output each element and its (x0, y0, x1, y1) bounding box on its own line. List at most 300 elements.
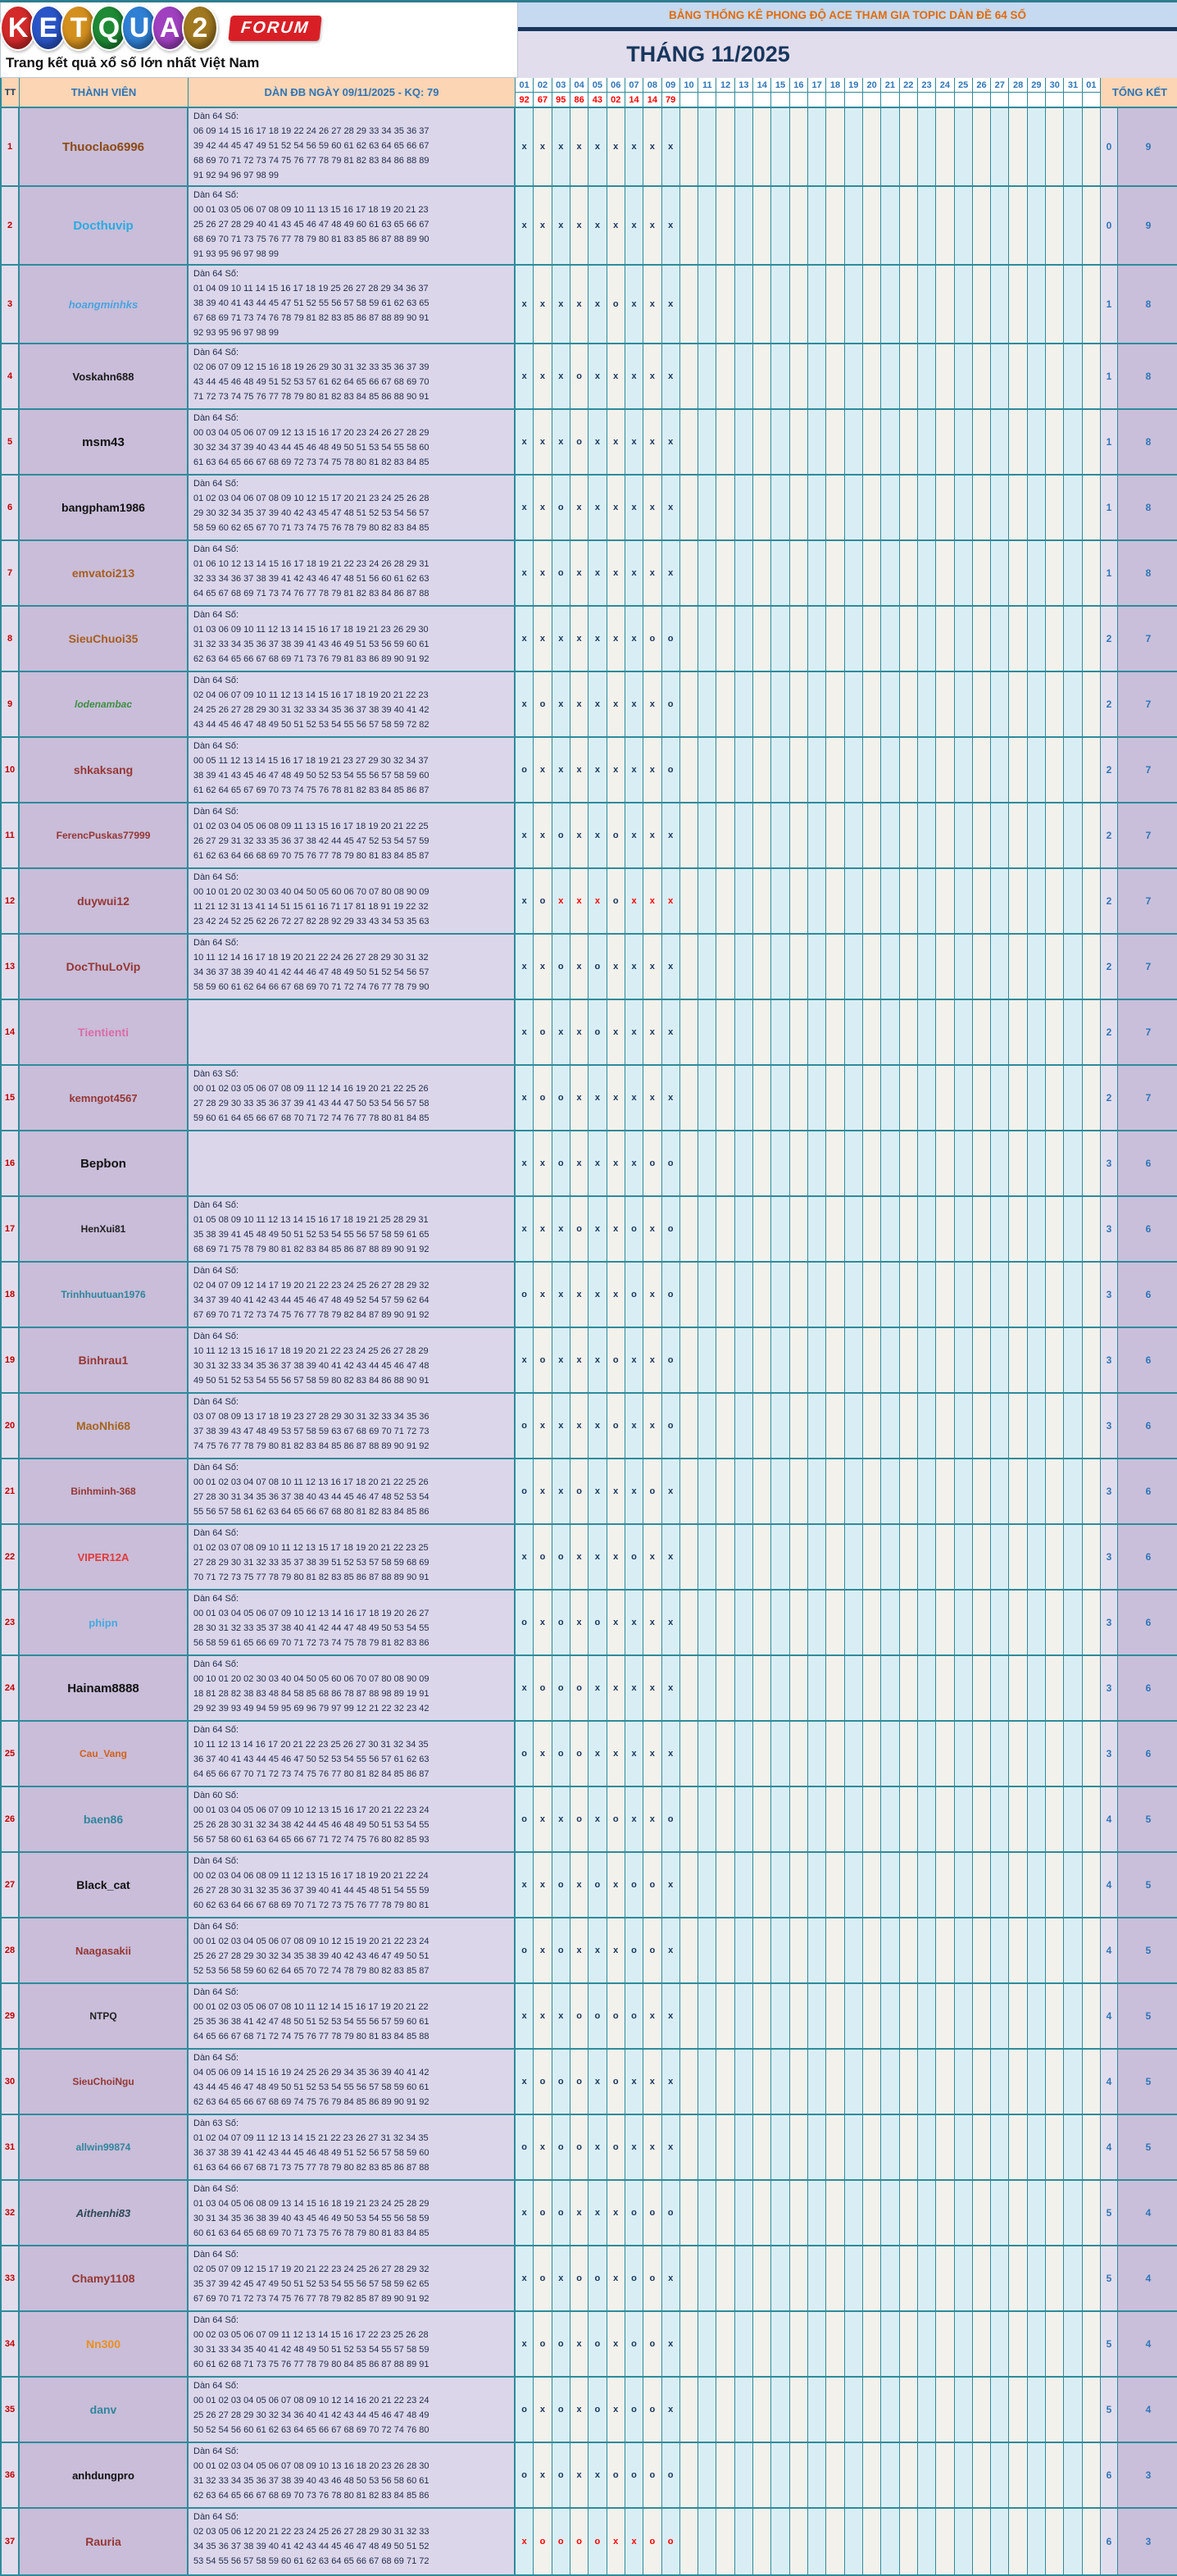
day-cell (826, 2115, 844, 2179)
day-mark: o (643, 2378, 661, 2442)
member-name[interactable]: DocThuLoVip (20, 935, 189, 999)
day-cell (900, 803, 918, 867)
day-cell (918, 108, 936, 185)
day-cell (753, 1131, 771, 1195)
day-cell (973, 1131, 991, 1195)
dan-line: 37 38 39 43 47 48 49 53 57 58 59 63 67 68 69 70 71 72 73 (193, 1427, 429, 1436)
day-mark: o (534, 2181, 552, 2245)
dan-label: Dàn 64 Số: (193, 2053, 239, 2063)
day-header: 29 (1028, 78, 1046, 93)
day-mark: x (607, 410, 625, 474)
day-cell (918, 1984, 936, 2048)
day-cell (900, 2378, 918, 2442)
site-logo[interactable] (0, 2, 518, 78)
day-cell (826, 2050, 844, 2114)
day-cell (900, 476, 918, 539)
member-name[interactable]: NTPQ (20, 1984, 189, 2048)
day-cell (698, 2509, 716, 2574)
day-cell (991, 803, 1009, 867)
day-cell (881, 738, 899, 802)
day-cell (991, 1066, 1009, 1130)
day-cell (955, 1000, 973, 1064)
day-cell (918, 1591, 936, 1654)
day-cell (1028, 2115, 1046, 2179)
day-cell (808, 1394, 826, 1458)
day-cell (1064, 266, 1082, 343)
table-row (2, 344, 1177, 410)
member-name[interactable]: MaoNhi68 (20, 1394, 189, 1458)
member-name[interactable]: shkaksang (20, 738, 189, 802)
dan-numbers (189, 2443, 516, 2507)
day-cell (918, 672, 936, 736)
dan-line: 62 63 64 65 66 67 68 69 74 75 76 79 84 85 86 89 90 91 92 (193, 2097, 429, 2107)
day-mark: o (570, 2115, 588, 2179)
day-cell (808, 187, 826, 264)
rows-container (2, 108, 1175, 2574)
total-miss: 1 (1101, 476, 1118, 539)
member-name[interactable]: Binhminh-368 (20, 1459, 189, 1523)
day-mark: o (625, 2378, 643, 2442)
member-name[interactable]: phipn (20, 1591, 189, 1654)
dan-line: 29 30 32 34 35 37 39 40 42 43 45 47 48 51 52 53 54 56 57 (193, 508, 429, 518)
day-cell (973, 1656, 991, 1720)
day-cell (936, 1197, 954, 1261)
dan-line: 00 01 02 03 04 05 06 07 08 09 10 12 14 16 20 21 22 23 24 (193, 2396, 429, 2405)
day-cell (955, 1525, 973, 1589)
day-cell (955, 1853, 973, 1917)
member-name[interactable]: kemngot4567 (20, 1066, 189, 1130)
day-mark: o (516, 1263, 534, 1327)
day-cell (918, 1263, 936, 1327)
day-cell (1083, 2050, 1101, 2114)
day-header: 01 (516, 78, 534, 93)
day-mark: x (516, 1197, 534, 1261)
day-cell (826, 2509, 844, 2574)
member-name[interactable]: Tientienti (20, 1000, 189, 1064)
member-name[interactable]: emvatoi213 (20, 541, 189, 605)
day-cell (1064, 1591, 1082, 1654)
member-name[interactable]: VIPER12A (20, 1525, 189, 1589)
day-cell (881, 1918, 899, 1982)
member-name[interactable]: allwin99874 (20, 2115, 189, 2179)
day-cell (973, 1000, 991, 1064)
day-cell (991, 476, 1009, 539)
day-cell (1028, 2312, 1046, 2376)
day-mark: x (516, 869, 534, 933)
day-cell (900, 1722, 918, 1786)
day-mark: x (625, 1591, 643, 1654)
day-cell (881, 1066, 899, 1130)
logo-letter: K (0, 5, 36, 51)
day-cell (680, 1066, 698, 1130)
day-cell (973, 2050, 991, 2114)
day-cell (680, 2509, 698, 2574)
day-cell (698, 1984, 716, 2048)
day-cell (1046, 410, 1064, 474)
day-cell (698, 803, 716, 867)
dan-line: 92 93 95 96 97 98 99 (193, 328, 279, 338)
day-mark: o (643, 2509, 661, 2574)
day-cell (826, 869, 844, 933)
day-cell (790, 2378, 808, 2442)
day-cell (1028, 2378, 1046, 2442)
table-row (2, 803, 1177, 869)
day-cell (1028, 2509, 1046, 2574)
day-cell (1009, 672, 1027, 736)
day-cell (973, 1591, 991, 1654)
kq-result: 02 (607, 93, 625, 107)
day-cell (1083, 1197, 1101, 1261)
day-cell (771, 607, 789, 671)
table-row (2, 1131, 1177, 1197)
dan-line: 27 28 29 30 31 32 33 35 37 38 39 51 52 53 57 58 59 68 69 (193, 1558, 429, 1568)
row-index: 7 (2, 541, 20, 605)
day-cell (826, 2181, 844, 2245)
day-cell (680, 1394, 698, 1458)
member-name[interactable]: Black_cat (20, 1853, 189, 1917)
day-cell (753, 1263, 771, 1327)
day-mark: o (534, 672, 552, 736)
day-cell (1083, 1722, 1101, 1786)
day-cell (973, 607, 991, 671)
day-cell (790, 1000, 808, 1064)
day-cell (753, 1525, 771, 1589)
day-cell (753, 2115, 771, 2179)
day-cell (698, 2246, 716, 2310)
day-cell (1028, 1263, 1046, 1327)
day-cell (881, 1722, 899, 1786)
day-cell (716, 1853, 734, 1917)
day-cell (973, 108, 991, 185)
member-name[interactable]: lodenambac (20, 672, 189, 736)
total-miss: 6 (1101, 2443, 1118, 2507)
day-cell (918, 2378, 936, 2442)
member-name[interactable]: Thuoclao6996 (20, 108, 189, 185)
day-mark: x (662, 541, 680, 605)
day-mark: x (662, 1656, 680, 1720)
day-cell (900, 607, 918, 671)
day-mark: x (625, 1394, 643, 1458)
day-cell (863, 672, 881, 736)
day-mark: x (534, 1918, 552, 1982)
day-cell (735, 738, 753, 802)
day-mark: x (552, 1459, 570, 1523)
member-name[interactable]: SieuChuoi35 (20, 607, 189, 671)
day-cell (900, 2246, 918, 2310)
day-mark: o (552, 1525, 570, 1589)
day-cell (826, 1984, 844, 2048)
row-index: 10 (2, 738, 20, 802)
day-header: 05 (588, 78, 607, 93)
member-name[interactable]: Cau_Vang (20, 1722, 189, 1786)
day-mark: x (552, 108, 570, 185)
day-cell (991, 1853, 1009, 1917)
day-mark: o (643, 2181, 661, 2245)
day-mark: x (643, 1000, 661, 1064)
day-mark: x (534, 1459, 552, 1523)
day-mark: x (643, 2050, 661, 2114)
day-mark: o (516, 1459, 534, 1523)
day-cell (680, 2246, 698, 2310)
day-mark: o (534, 1525, 552, 1589)
dan-line: 64 65 67 68 69 71 73 74 76 77 78 79 81 82 83 84 86 87 88 (193, 589, 429, 598)
dan-line: 30 31 33 34 35 40 41 42 48 49 50 51 52 53 54 55 57 58 59 (193, 2345, 429, 2355)
day-cell (918, 2050, 936, 2114)
dan-label: Dàn 64 Số: (193, 1528, 239, 1538)
day-cell (716, 672, 734, 736)
dan-label: Dàn 64 Số: (193, 2315, 239, 2325)
day-mark: x (588, 869, 607, 933)
day-cell (680, 2378, 698, 2442)
day-cell (1009, 935, 1027, 999)
day-cell (771, 1000, 789, 1064)
member-name[interactable]: Aithenhi83 (20, 2181, 189, 2245)
day-cell (991, 1984, 1009, 2048)
member-name[interactable]: Nn300 (20, 2312, 189, 2376)
day-mark: o (516, 1787, 534, 1851)
table-row (2, 1000, 1177, 1066)
day-cell (698, 2050, 716, 2114)
day-cell (973, 266, 991, 343)
day-cell (1083, 1328, 1101, 1392)
dan-line: 01 03 06 09 10 11 12 13 14 15 16 17 18 19 21 23 26 29 30 (193, 625, 429, 635)
day-cell (1064, 1722, 1082, 1786)
day-cell (900, 1787, 918, 1851)
day-cell (845, 2115, 863, 2179)
day-mark: o (570, 2246, 588, 2310)
total-hit: 7 (1118, 803, 1177, 867)
day-cell (955, 1394, 973, 1458)
day-cell (680, 935, 698, 999)
day-cell (881, 1787, 899, 1851)
day-cell (936, 1459, 954, 1523)
day-mark: o (588, 2509, 607, 2574)
member-name[interactable]: Hainam8888 (20, 1656, 189, 1720)
total-hit: 7 (1118, 869, 1177, 933)
table-row (2, 2378, 1177, 2443)
member-name[interactable]: Trinhhuutuan1976 (20, 1263, 189, 1327)
day-cell (1009, 1066, 1027, 1130)
member-name[interactable]: SieuChoiNgu (20, 2050, 189, 2114)
day-cell (826, 1525, 844, 1589)
day-cell (1083, 1131, 1101, 1195)
day-cell (808, 1328, 826, 1392)
day-mark: x (662, 2050, 680, 2114)
day-cell (973, 541, 991, 605)
day-cell (845, 1918, 863, 1982)
day-cell (680, 1853, 698, 1917)
day-cell (753, 2312, 771, 2376)
day-cell (808, 1459, 826, 1523)
day-cell (826, 738, 844, 802)
dan-line: 64 65 66 67 70 71 72 73 74 75 76 77 80 81 82 84 85 86 87 (193, 1769, 429, 1779)
day-cell (955, 1328, 973, 1392)
dan-line: 39 42 44 45 47 49 51 52 54 56 59 60 61 62 63 64 65 66 67 (193, 141, 429, 151)
day-cell (735, 869, 753, 933)
day-mark: o (534, 1328, 552, 1392)
day-mark: x (516, 266, 534, 343)
member-name[interactable]: anhdungpro (20, 2443, 189, 2507)
day-mark: o (588, 2378, 607, 2442)
day-cell (1009, 1591, 1027, 1654)
day-mark: x (662, 1853, 680, 1917)
day-cell (716, 2246, 734, 2310)
day-mark: o (552, 2509, 570, 2574)
day-mark: x (588, 1525, 607, 1589)
member-name[interactable]: Docthuvip (20, 187, 189, 264)
table-row (2, 2509, 1177, 2574)
member-name[interactable]: Bepbon (20, 1131, 189, 1195)
dan-line: 00 05 11 12 13 14 15 16 17 18 19 21 23 27 29 30 32 34 37 (193, 756, 429, 766)
dan-label: Dàn 64 Số: (193, 2512, 239, 2522)
member-name[interactable]: bangpham1986 (20, 476, 189, 539)
day-cell (680, 108, 698, 185)
day-cell (881, 2246, 899, 2310)
dan-line: 00 01 03 04 05 06 07 09 10 12 13 14 16 17 18 19 20 26 27 (193, 1609, 429, 1618)
day-cell (716, 2312, 734, 2376)
day-mark: x (516, 935, 534, 999)
day-mark: x (516, 2246, 534, 2310)
day-cell (716, 2509, 734, 2574)
total-miss: 2 (1101, 672, 1118, 736)
day-cell (991, 2509, 1009, 2574)
day-mark: x (588, 187, 607, 264)
day-cell (1028, 1066, 1046, 1130)
day-cell (973, 2509, 991, 2574)
member-name[interactable]: Binhrau1 (20, 1328, 189, 1392)
day-cell (863, 1328, 881, 1392)
dan-line: 01 02 04 07 09 11 12 13 14 15 21 22 23 26 27 31 32 34 35 (193, 2133, 429, 2143)
member-name[interactable]: duywui12 (20, 869, 189, 933)
day-cell (735, 1394, 753, 1458)
member-name[interactable]: baen86 (20, 1787, 189, 1851)
dan-line: 00 01 03 04 05 06 07 09 10 12 13 15 16 17 20 21 22 23 24 (193, 1805, 429, 1815)
member-name[interactable]: danv (20, 2378, 189, 2442)
day-mark: o (643, 1918, 661, 1982)
day-cell (863, 2115, 881, 2179)
day-cell (936, 672, 954, 736)
day-cell (1028, 1459, 1046, 1523)
day-cell (918, 1918, 936, 1982)
day-cell (1083, 1787, 1101, 1851)
day-cell (771, 2246, 789, 2310)
total-hit: 9 (1118, 187, 1177, 264)
day-cell (1083, 2509, 1101, 2574)
day-cell (845, 541, 863, 605)
day-mark: x (534, 1197, 552, 1261)
member-name[interactable]: Naagasakii (20, 1918, 189, 1982)
day-cell (680, 266, 698, 343)
dan-line: 00 01 02 03 04 05 06 07 08 09 10 12 15 19 20 21 22 23 24 (193, 1937, 429, 1946)
day-cell (845, 607, 863, 671)
day-cell (826, 2312, 844, 2376)
total-hit: 7 (1118, 607, 1177, 671)
day-mark: x (570, 1591, 588, 1654)
day-cell (936, 2115, 954, 2179)
day-cell (698, 1263, 716, 1327)
member-name[interactable]: hoangminhks (20, 266, 189, 343)
row-index: 4 (2, 344, 20, 408)
day-cell (680, 738, 698, 802)
member-name[interactable]: HenXui81 (20, 1197, 189, 1261)
day-header: 18 (826, 78, 844, 93)
member-name[interactable]: Chamy1108 (20, 2246, 189, 2310)
member-name[interactable]: Rauria (20, 2509, 189, 2574)
day-cell (716, 607, 734, 671)
day-cell (790, 1722, 808, 1786)
day-cell (808, 266, 826, 343)
day-cell (918, 1787, 936, 1851)
day-cell (900, 1328, 918, 1392)
day-cell (680, 2050, 698, 2114)
row-index: 11 (2, 803, 20, 867)
day-cell (881, 1656, 899, 1720)
day-mark: x (607, 1591, 625, 1654)
day-cell (955, 1918, 973, 1982)
kq-result (845, 93, 863, 107)
day-header: 19 (845, 78, 863, 93)
day-mark: x (607, 2312, 625, 2376)
day-cell (753, 607, 771, 671)
day-cell (936, 1328, 954, 1392)
day-cell (698, 1197, 716, 1261)
total-hit: 7 (1118, 738, 1177, 802)
day-mark: o (570, 2509, 588, 2574)
day-cell (918, 607, 936, 671)
day-cell (753, 672, 771, 736)
day-mark: x (534, 1591, 552, 1654)
dan-line: 25 26 27 28 29 30 32 34 35 38 39 40 42 43 46 47 49 50 51 (193, 1951, 429, 1961)
dan-line: 91 92 94 96 97 98 99 (193, 171, 279, 180)
day-cell (790, 738, 808, 802)
row-index: 34 (2, 2312, 20, 2376)
day-cell (1083, 869, 1101, 933)
dan-line: 34 35 36 37 38 39 40 41 42 43 44 45 46 47 48 49 50 51 52 (193, 2542, 429, 2551)
day-cell (973, 2443, 991, 2507)
dan-numbers (189, 1263, 516, 1327)
day-cell (955, 2246, 973, 2310)
dan-line: 30 31 32 33 34 35 36 37 38 39 40 41 42 43 44 45 46 47 48 (193, 1361, 429, 1371)
day-cell (1028, 1394, 1046, 1458)
row-index: 23 (2, 1591, 20, 1654)
day-cell (808, 410, 826, 474)
day-mark: x (643, 108, 661, 185)
dan-line: 26 27 29 31 32 33 35 36 37 38 42 44 45 47 52 53 54 57 59 (193, 836, 429, 846)
member-name[interactable]: Voskahn688 (20, 344, 189, 408)
day-cell (881, 1591, 899, 1654)
dan-label: Dàn 64 Số: (193, 938, 239, 948)
member-name[interactable]: msm43 (20, 410, 189, 474)
day-mark: x (625, 410, 643, 474)
day-cell (808, 2115, 826, 2179)
day-cell (1046, 1853, 1064, 1917)
day-cell (863, 2181, 881, 2245)
day-mark: x (588, 1066, 607, 1130)
day-cell (991, 541, 1009, 605)
day-cell (881, 541, 899, 605)
day-cell (845, 803, 863, 867)
day-cell (1046, 2312, 1064, 2376)
day-cell (1028, 738, 1046, 802)
day-cell (845, 1328, 863, 1392)
table-row (2, 1984, 1177, 2050)
day-cell (808, 607, 826, 671)
day-mark: x (570, 2312, 588, 2376)
member-name[interactable]: FerencPuskas77999 (20, 803, 189, 867)
dan-line: 61 63 64 65 66 67 68 69 72 73 74 75 78 80 81 82 83 84 85 (193, 457, 429, 467)
total-hit: 8 (1118, 476, 1177, 539)
day-cell (973, 1263, 991, 1327)
